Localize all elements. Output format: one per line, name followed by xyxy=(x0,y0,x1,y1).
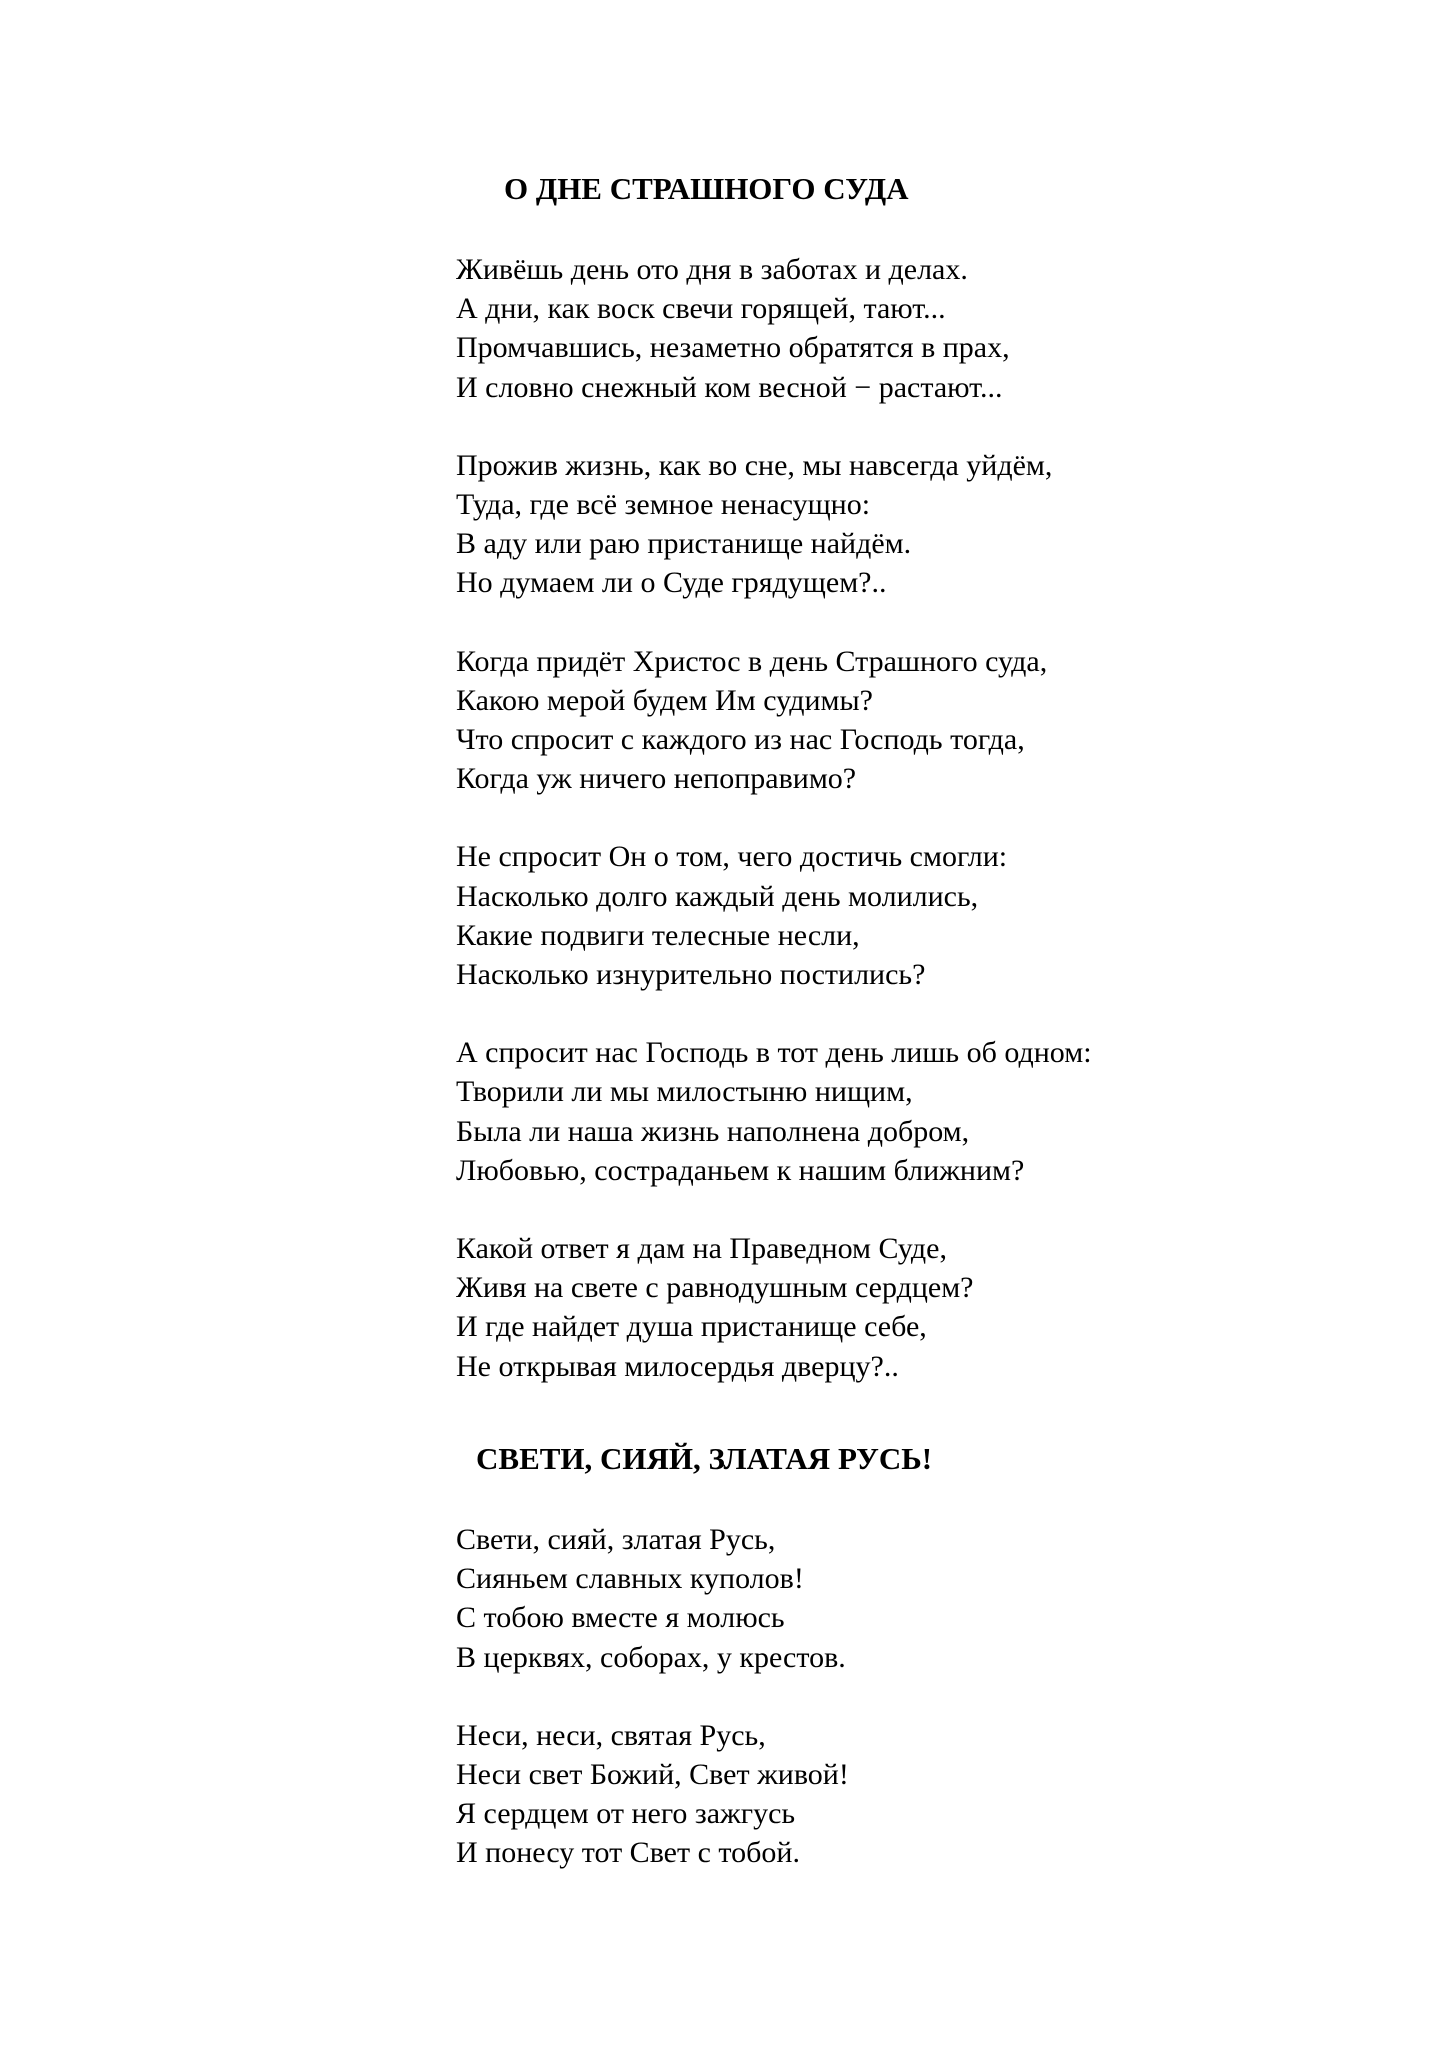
poem-line: Не открывая милосердья дверцу?.. xyxy=(456,1349,899,1383)
poem-line: И где найдет душа пристанище себе, xyxy=(456,1310,927,1344)
poem-line: Не спросит Он о том, чего достичь смогли: xyxy=(456,840,1008,874)
poem-line: Живя на свете с равнодушным сердцем? xyxy=(456,1271,974,1305)
poem-line: И словно снежный ком весной − растают... xyxy=(456,370,1003,404)
poem-line: Неси, неси, святая Русь, xyxy=(456,1718,766,1752)
poem-line: И понесу тот Свет с тобой. xyxy=(456,1836,800,1870)
poem-line: Туда, где всё земное ненасущно: xyxy=(456,488,871,522)
poem xyxy=(456,1440,1216,1912)
poem-line: Что спросит с каждого из нас Господь тогда, xyxy=(456,723,1025,757)
poem-line: А дни, как воск свечи горящей, тают... xyxy=(456,292,946,326)
stanza xyxy=(456,1520,1216,1677)
poem-line: Какою мерой будем Им судимы? xyxy=(456,683,873,717)
poem-line: Когда придёт Христос в день Страшного суда, xyxy=(456,644,1048,678)
poem xyxy=(456,170,1216,1425)
poem-title: О ДНЕ СТРАШНОГО СУДА xyxy=(504,171,909,206)
stanza xyxy=(456,1716,1216,1873)
poem-line: А спросит нас Господь в тот день лишь об одном: xyxy=(456,1036,1092,1070)
poem-line: Неси свет Божий, Свет живой! xyxy=(456,1758,849,1792)
poem-line: Какой ответ я дам на Праведном Суде, xyxy=(456,1232,947,1266)
stanza xyxy=(456,250,1216,407)
poem-body xyxy=(456,1520,1216,1873)
poem-line: С тобою вместе я молюсь xyxy=(456,1601,785,1635)
poem-line: Когда уж ничего непоправимо? xyxy=(456,762,857,796)
poem-body xyxy=(456,250,1216,1386)
stanza xyxy=(456,642,1216,799)
poem-line: Прожив жизнь, как во сне, мы навсегда уйдём, xyxy=(456,448,1053,482)
poem-line: Была ли наша жизнь наполнена добром, xyxy=(456,1114,970,1148)
poem-line: В аду или раю пристанище найдём. xyxy=(456,527,912,561)
poem-line: Свети, сияй, златая Русь, xyxy=(456,1523,776,1556)
poem-line: Живёшь день ото дня в заботах и делах. xyxy=(456,253,968,286)
poem-line: Какие подвиги телесные несли, xyxy=(456,918,860,952)
stanza xyxy=(456,446,1216,603)
stanza xyxy=(456,1033,1216,1190)
poem-line: Насколько изнурительно постились? xyxy=(456,958,926,992)
poem-line: В церквях, соборах, у крестов. xyxy=(456,1640,846,1674)
poem-line: Промчавшись, незаметно обратятся в прах, xyxy=(456,331,1010,365)
poem-line: Творили ли мы милостыню нищим, xyxy=(456,1075,913,1109)
stanza xyxy=(456,837,1216,994)
poem-title: СВЕТИ, СИЯЙ, ЗЛАТАЯ РУСЬ! xyxy=(476,1441,933,1476)
poem-line: Но думаем ли о Суде грядущем?.. xyxy=(456,566,887,600)
poem-line: Я сердцем от него зажгусь xyxy=(456,1797,796,1831)
poem-line: Любовью, состраданьем к нашим ближним? xyxy=(456,1153,1025,1187)
poem-line: Насколько долго каждый день молились, xyxy=(456,879,979,913)
stanza xyxy=(456,1229,1216,1386)
poem-line: Сияньем славных куполов! xyxy=(456,1562,804,1596)
